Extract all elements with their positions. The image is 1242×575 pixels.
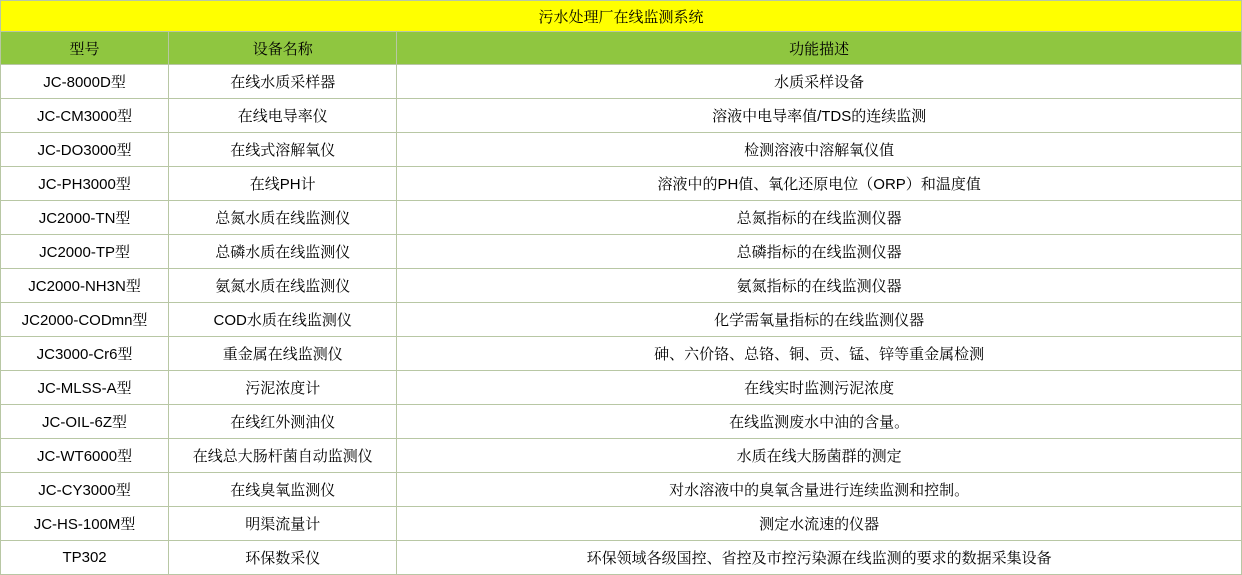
cell-desc: 对水溶液中的臭氧含量进行连续监测和控制。 <box>397 473 1242 507</box>
cell-desc: 化学需氧量指标的在线监测仪器 <box>397 303 1242 337</box>
cell-name: 总氮水质在线监测仪 <box>169 201 397 235</box>
table-body <box>1 1 1242 575</box>
cell-desc: 总磷指标的在线监测仪器 <box>397 235 1242 269</box>
cell-name: 在线式溶解氧仪 <box>169 133 397 167</box>
cell-desc: 测定水流速的仪器 <box>397 507 1242 541</box>
table-row <box>1 99 1242 133</box>
cell-name: 环保数采仪 <box>169 541 397 575</box>
cell-desc: 水质在线大肠菌群的测定 <box>397 439 1242 473</box>
title-row <box>1 1 1242 32</box>
cell-model: JC-MLSS-A型 <box>1 371 169 405</box>
table-header-row <box>1 32 1242 65</box>
cell-model: TP302 <box>1 541 169 575</box>
table-row <box>1 303 1242 337</box>
cell-name: 在线水质采样器 <box>169 65 397 99</box>
table-row <box>1 371 1242 405</box>
cell-model: JC-CM3000型 <box>1 99 169 133</box>
cell-model: JC2000-TP型 <box>1 235 169 269</box>
cell-name: 明渠流量计 <box>169 507 397 541</box>
column-header-name: 设备名称 <box>169 32 397 65</box>
cell-name: 在线PH计 <box>169 167 397 201</box>
cell-name: 在线臭氧监测仪 <box>169 473 397 507</box>
table-row <box>1 167 1242 201</box>
table-row <box>1 541 1242 575</box>
table-row <box>1 405 1242 439</box>
cell-name: 重金属在线监测仪 <box>169 337 397 371</box>
cell-desc: 氨氮指标的在线监测仪器 <box>397 269 1242 303</box>
cell-model: JC2000-NH3N型 <box>1 269 169 303</box>
table-row <box>1 507 1242 541</box>
table-row <box>1 235 1242 269</box>
cell-desc: 溶液中的PH值、氧化还原电位（ORP）和温度值 <box>397 167 1242 201</box>
cell-desc: 在线实时监测污泥浓度 <box>397 371 1242 405</box>
cell-name: COD水质在线监测仪 <box>169 303 397 337</box>
cell-desc: 水质采样设备 <box>397 65 1242 99</box>
cell-model: JC3000-Cr6型 <box>1 337 169 371</box>
cell-name: 总磷水质在线监测仪 <box>169 235 397 269</box>
cell-model: JC-CY3000型 <box>1 473 169 507</box>
cell-model: JC-DO3000型 <box>1 133 169 167</box>
table-row <box>1 201 1242 235</box>
cell-name: 污泥浓度计 <box>169 371 397 405</box>
cell-model: JC-8000D型 <box>1 65 169 99</box>
cell-name: 在线电导率仪 <box>169 99 397 133</box>
cell-name: 氨氮水质在线监测仪 <box>169 269 397 303</box>
table-row <box>1 133 1242 167</box>
table-row <box>1 269 1242 303</box>
column-header-model: 型号 <box>1 32 169 65</box>
cell-desc: 检测溶液中溶解氧仪值 <box>397 133 1242 167</box>
cell-name: 在线红外测油仪 <box>169 405 397 439</box>
cell-model: JC-PH3000型 <box>1 167 169 201</box>
table-row <box>1 337 1242 371</box>
cell-model: JC2000-TN型 <box>1 201 169 235</box>
cell-model: JC-OIL-6Z型 <box>1 405 169 439</box>
column-header-desc: 功能描述 <box>397 32 1242 65</box>
table-row <box>1 439 1242 473</box>
cell-desc: 砷、六价铬、总铬、铜、贡、锰、锌等重金属检测 <box>397 337 1242 371</box>
cell-desc: 环保领域各级国控、省控及市控污染源在线监测的要求的数据采集设备 <box>397 541 1242 575</box>
table-row <box>1 473 1242 507</box>
cell-model: JC2000-CODmn型 <box>1 303 169 337</box>
table-row <box>1 65 1242 99</box>
cell-model: JC-HS-100M型 <box>1 507 169 541</box>
cell-model: JC-WT6000型 <box>1 439 169 473</box>
cell-name: 在线总大肠杆菌自动监测仪 <box>169 439 397 473</box>
cell-desc: 在线监测废水中油的含量。 <box>397 405 1242 439</box>
cell-desc: 总氮指标的在线监测仪器 <box>397 201 1242 235</box>
cell-desc: 溶液中电导率值/TDS的连续监测 <box>397 99 1242 133</box>
page-title: 污水处理厂在线监测系统 <box>1 1 1242 32</box>
